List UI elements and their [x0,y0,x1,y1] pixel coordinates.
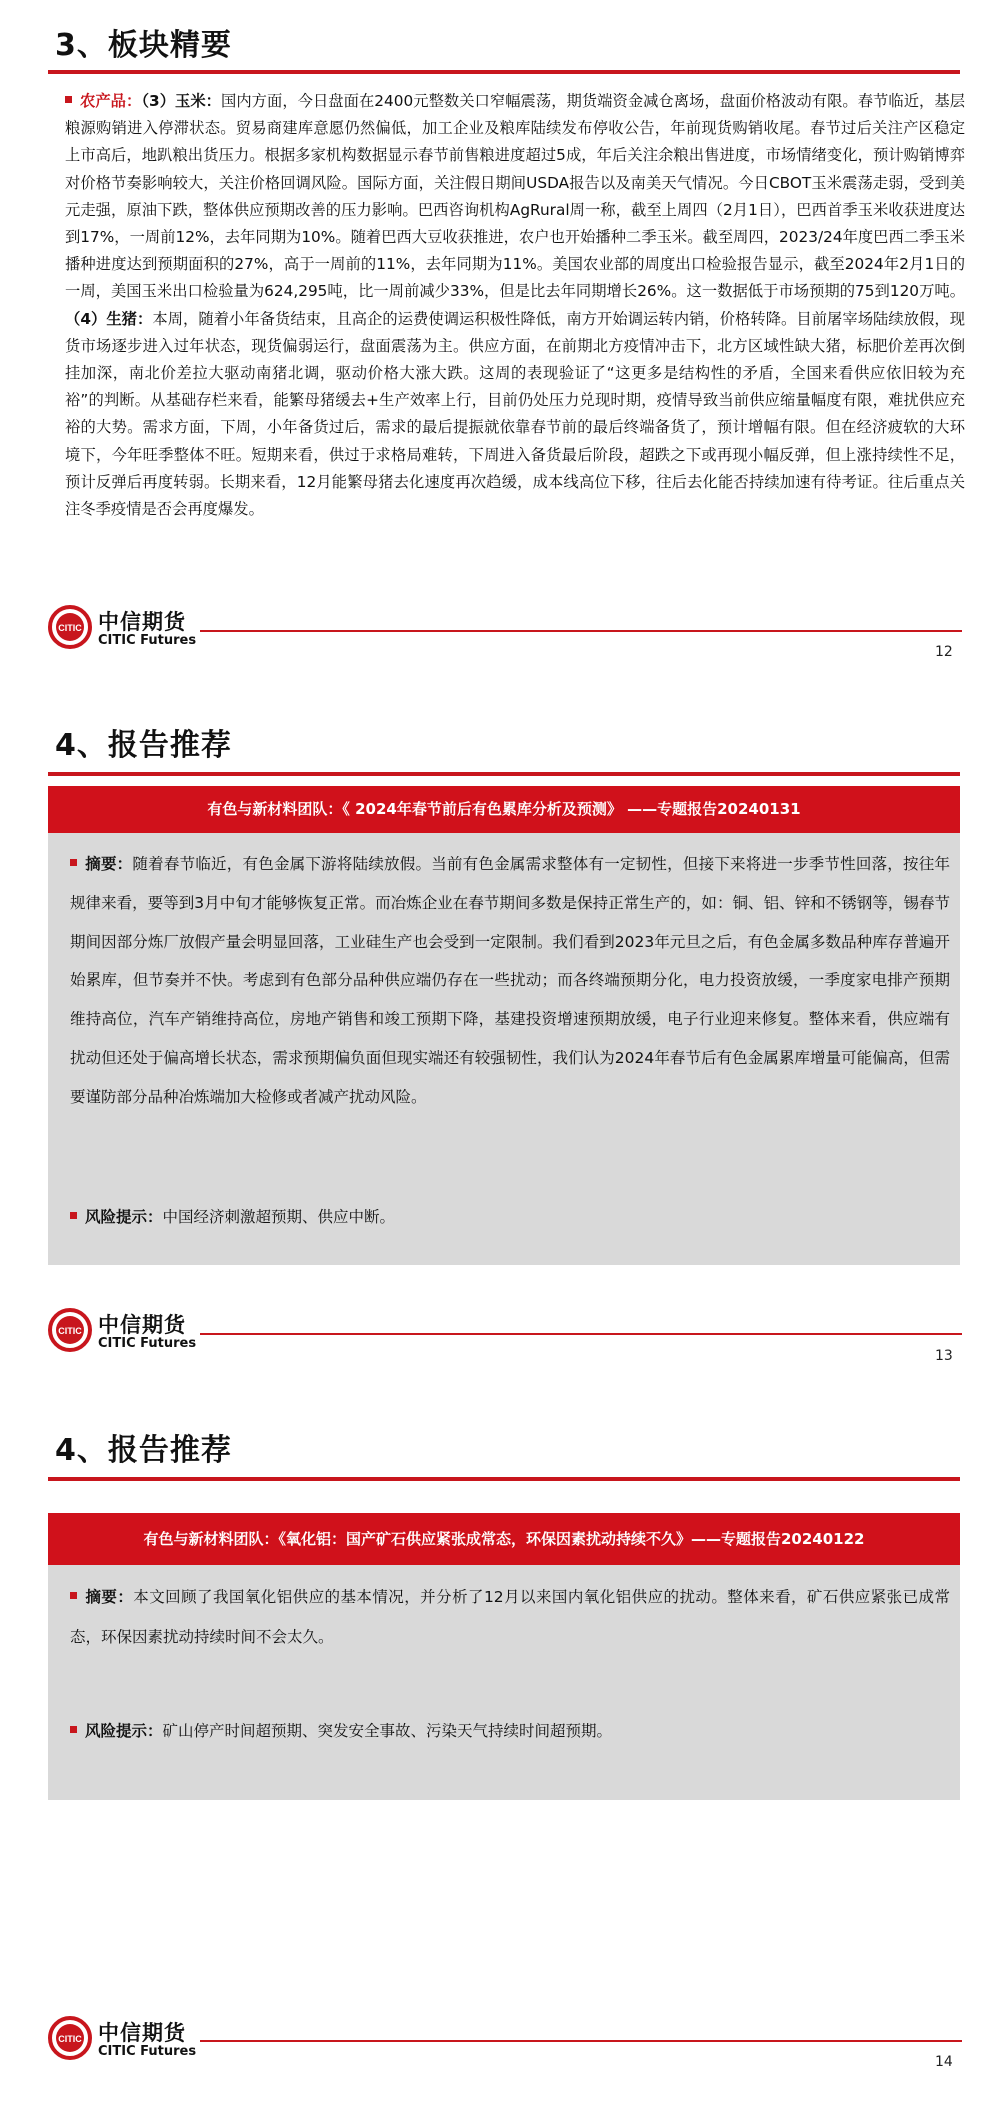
report-banner: 有色与新材料团队：《 2024年春节前后有色累库分析及预测》 ——专题报告20240131 [48,786,960,833]
section-title: 4、报告推荐 [55,1433,232,1468]
bullet-icon [70,859,77,866]
hog-text: 本周，随着小年备货结束，且高企的运费使调运积极性降低，南方开始调运转内销，价格转降。目前屠宰场陆续放假，现货市场逐步进入过年状态，现货偏弱运行，盘面震荡为主。供应方面，在前期北方疫情冲击下，北方区域性缺大猪，标肥价差再次倒挂加深，南北价差拉大驱动南猪北调，驱动价格大涨大跌。这周的表现验证了“这更多是结构性的矛盾，全国来看供应依旧较为充裕”的判断。从基础存栏来看，能繁母猪缓去+生产效率上行，目前仍处压力兑现时期，疫情导致当前供应缩量幅度有限，难扰供应充裕的大势。需求方面，下周，小年备货过后，需求的最后提振就依靠春节前的最后终端备货了，预计增幅有限。但在经济疲软的大环境下，今年旺季整体不旺。短期来看，供过于求格局难转，下周进入备货最后阶段，超跌之下或再现小幅反弹，但上涨持续性不足，预计反弹后再度转弱。长期来看，12月能繁母猪去化速度再次趋缓，成本线高位下移，往后去化能否持续加速有待考证。往后重点关注冬季疫情是否会再度爆发。 [65,309,965,519]
risk-paragraph [70,1715,950,1747]
title-underline [48,70,960,74]
logo-cn-text: 中信期货 [98,610,186,634]
risk-label: 风险提示： [85,1722,163,1740]
page-number: 12 [935,644,953,660]
citic-emblem-icon [48,1308,92,1352]
summary-paragraph [70,845,950,1117]
logo-en-text: CITIC Futures [98,1336,197,1351]
summary-text: 本文回顾了我国氧化铝供应的基本情况，并分析了12月以来国内氧化铝供应的扰动。整体来看，矿石供应紧张已成常态，环保因素扰动持续时间不会太久。 [70,1588,950,1646]
logo-en-text: CITIC Futures [98,2044,197,2059]
bullet-icon [70,1212,77,1219]
citic-emblem-icon [48,2016,92,2060]
logo-cn-text: 中信期货 [98,1313,186,1337]
summary-label: 摘要： [85,1588,134,1606]
emblem-text: CITIC [58,1326,82,1336]
citic-logo [48,605,208,651]
summary-text: 随着春节临近，有色金属下游将陆续放假。当前有色金属需求整体有一定韧性，但接下来将进一步季节性回落，按往年规律来看，要等到3月中旬才能够恢复正常。而冶炼企业在春节期间多数是保持正常生产的，如：铜、铝、锌和不锈钢等，锡春节期间因部分炼厂放假产量会明显回落，工业硅生产也会受到一定限制。我们看到2023年元旦之后，有色金属多数品种库存普遍开始累库，但节奏并不快。考虑到有色部分品种供应端仍存在一些扰动；而各终端预期分化，电力投资放缓，一季度家电排产预期维持高位，汽车产销维持高位，房地产销售和竣工预期下降，基建投资增速预期放缓，电子行业迎来修复。整体来看，供应端有扰动但还处于偏高增长状态，需求预期偏负面但现实端还有较强韧性，我们认为2024年春节后有色金属累库增量可能偏高，但需要谨防部分品种冶炼端加大检修或者减产扰动风险。 [70,855,950,1106]
section-title: 3、板块精要 [55,28,232,63]
bullet-icon [65,96,72,103]
corn-label: （3）玉米： [141,92,222,110]
citic-emblem-icon [48,605,92,649]
bullet-icon [70,1726,77,1733]
bullet-icon [70,1592,77,1599]
title-underline [48,1477,960,1481]
corn-text: 国内方面，今日盘面在2400元整数关口窄幅震荡，期货端资金减仓离场，盘面价格波动有限。春节临近，基层粮源购销进入停滞状态。贸易商建库意愿仍然偏低，加工企业及粮库陆续发布停收公告，年前现货购销收尾。春节过后关注产区稳定上市高后，地趴粮出货压力。根据多家机构数据显示春节前售粮进度超过5成，年后关注余粮出售进度，市场情绪变化，预计购销博弈对价格节奏影响较大，关注价格回调风险。国际方面，关注假日期间USDA报告以及南美天气情况。今日CBOT玉米震荡走弱，受到美元走强，原油下跌，整体供应预期改善的压力影响。巴西咨询机构AgRural周一称，截至上周四（2月1日），巴西首季玉米收获进度达到17%，一周前12%，去年同期为10%。随着巴西大豆收获推进，农户也开始播种二季玉米。截至周四，2023/24年度巴西二季玉米播种进度达到预期面积的27%，高于一周前的11%，去年同期为11%。美国农业部的周度出口检验报告显示，截至2024年2月1日的一周，美国玉米出口检验量为624,295吨，比一周前减少33%，但是比去年同期增长26%。这一数据低于市场预期的75到120万吨。 [65,92,965,301]
footer-line [200,2040,962,2042]
citic-logo [48,2016,208,2062]
emblem-text: CITIC [58,2034,82,2044]
emblem-text: CITIC [58,623,82,633]
risk-label: 风险提示： [85,1208,163,1226]
summary-label: 摘要： [85,855,133,873]
risk-text: 中国经济刺激超预期、供应中断。 [162,1208,396,1226]
agri-label: 农产品： [80,92,142,110]
title-underline [48,772,960,776]
citic-logo [48,1308,208,1354]
page-number: 14 [935,2054,953,2070]
page-number: 13 [935,1348,953,1364]
footer-line [200,630,962,632]
risk-paragraph [70,1201,950,1233]
hog-label: （4）生猪： [65,309,153,328]
section-title: 4、报告推荐 [55,728,232,763]
report-summary-box [48,1565,960,1800]
report-banner: 有色与新材料团队：《氧化铝：国产矿石供应紧张成常态，环保因素扰动持续不久》——专题报告20240122 [48,1513,960,1565]
report-summary-box [48,833,960,1265]
footer-line [200,1333,962,1335]
risk-text: 矿山停产时间超预期、突发安全事故、污染天气持续时间超预期。 [162,1722,613,1740]
summary-paragraph [70,1577,950,1657]
agri-paragraph [65,88,965,523]
logo-en-text: CITIC Futures [98,633,197,648]
logo-cn-text: 中信期货 [98,2021,186,2045]
